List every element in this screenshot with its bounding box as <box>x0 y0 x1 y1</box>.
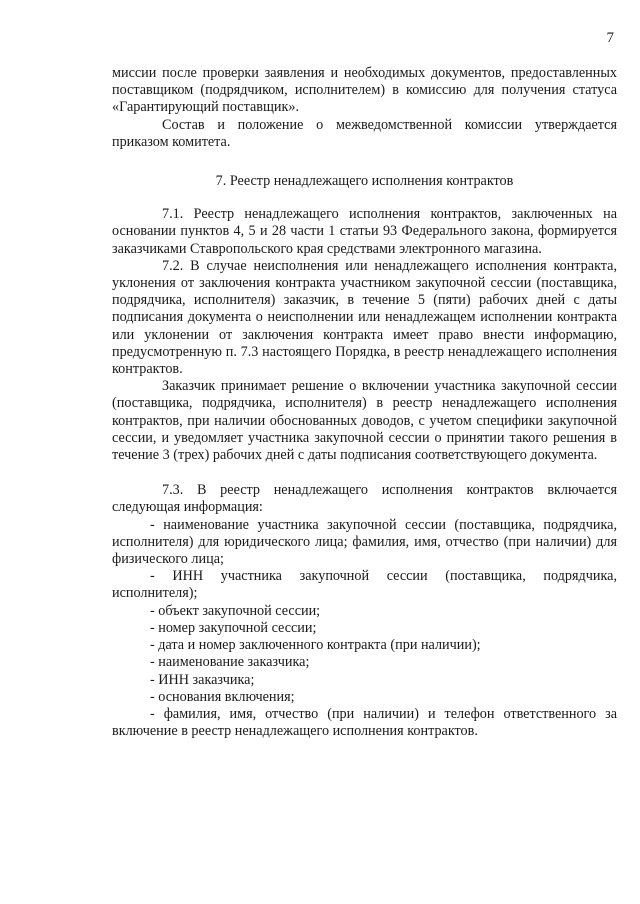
list-intro: 7.3. В реестр ненадлежащего исполнения контрактов включается следующая информация: <box>112 482 617 516</box>
list-item: - номер закупочной сессии; <box>150 619 317 636</box>
page-number: 7 <box>606 30 614 46</box>
paragraph: 7.2. В случае неисполнения или ненадлежащего исполнения контракта, уклонения от заключения контракта участником закупочной сессии (поставщика, подрядчика, исполнителя) заказчик, в течение 5 (пяти) рабочих дней с даты подписания документа о неисполнении или ненадлежащем исполнении контракта или уклонении от заключения контракта имеет право внести информацию, предусмотренную п. 7.3 настоящего Порядка, в реестр ненадлежащего исполнения контрактов. <box>112 257 617 378</box>
list-item: - наименование участника закупочной сессии (поставщика, подрядчика, исполнителя) для юридического лица; фамилия, имя, отчество (при наличии) для физического лица; <box>112 516 617 568</box>
list-item: - дата и номер заключенного контракта (при наличии); <box>150 637 481 654</box>
spacer <box>112 464 617 482</box>
paragraph: миссии после проверки заявления и необходимых документов, предоставленных поставщиком (подрядчиком, исполнителем) в комиссию для получения статуса «Гарантирующий поставщик». <box>112 65 617 116</box>
list-item: - наименование заказчика; <box>150 654 310 671</box>
list-item: - объект закупочной сессии; <box>150 602 321 619</box>
list-item: - ИНН заказчика; <box>150 671 255 688</box>
paragraph: Заказчик принимает решение о включении участника закупочной сессии (поставщика, подрядчика, исполнителя) в реестр ненадлежащего исполнения контрактов, при наличии обоснованных доводов, с учетом специфики закупочной сессии, и уведомляет участника закупочной сессии о принятии такого решения в течение 3 (трех) рабочих дней с даты подписания соответствующего документа. <box>112 378 617 464</box>
list-item: - фамилия, имя, отчество (при наличии) и телефон ответственного за включение в реестр ненадлежащего исполнения контрактов. <box>112 705 617 740</box>
section-heading: 7. Реестр ненадлежащего исполнения контрактов <box>215 173 514 190</box>
list-item: - ИНН участника закупочной сессии (поставщика, подрядчика, исполнителя); <box>112 568 617 602</box>
paragraph: Состав и положение о межведомственной комиссии утверждается приказом комитета. <box>112 116 617 150</box>
document-body <box>112 65 617 740</box>
list-item: - основания включения; <box>150 688 295 705</box>
paragraph: 7.1. Реестр ненадлежащего исполнения контрактов, заключенных на основании пунктов 4, 5 и 28 части 1 статьи 93 Федерального закона, формируется заказчиками Ставропольского края средствами электронного магазина. <box>112 206 617 257</box>
